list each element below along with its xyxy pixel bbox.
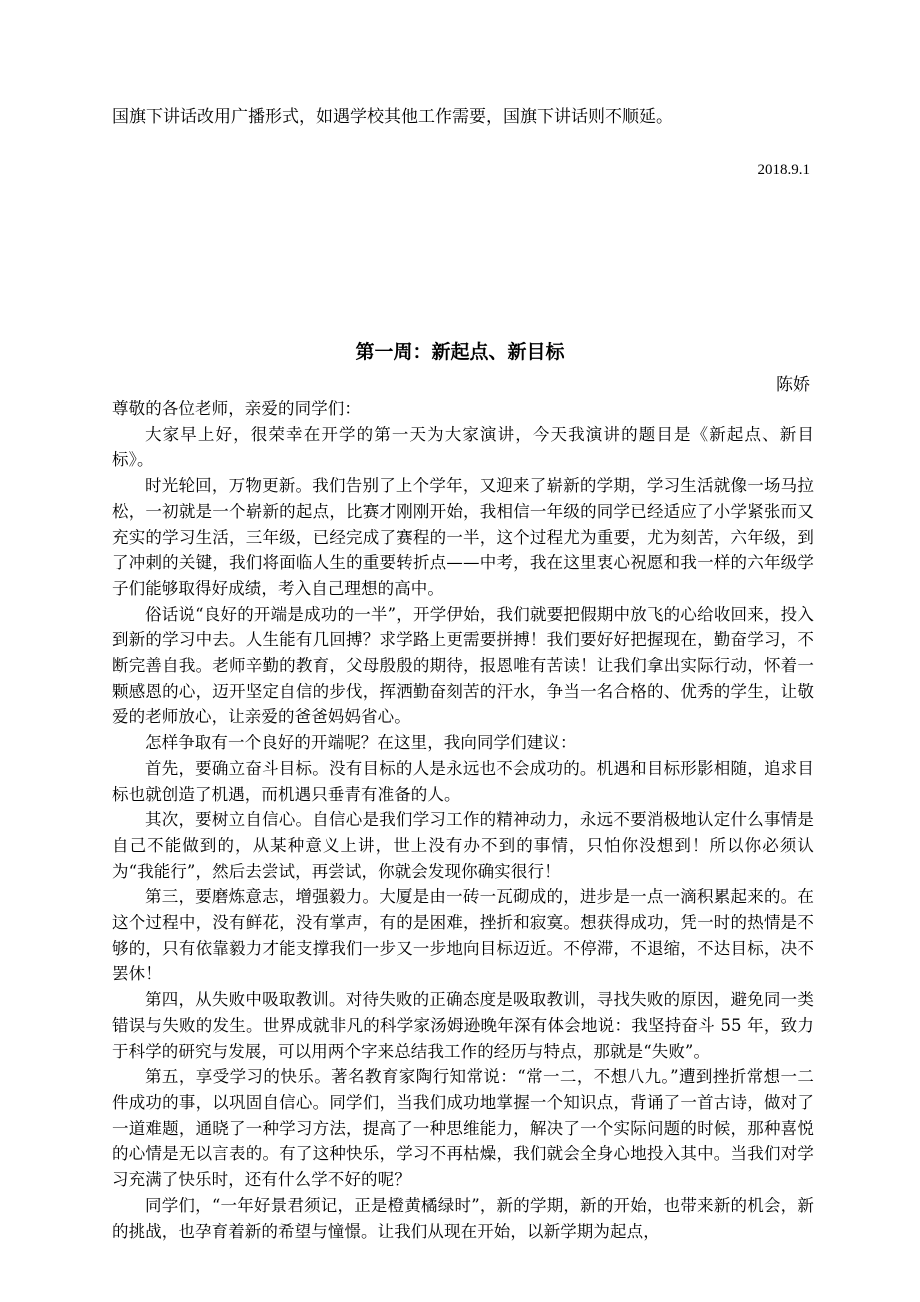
paragraph-suggestions-intro: 怎样争取有一个良好的开端呢？在这里，我向同学们建议： — [145, 733, 577, 753]
speech-salutation: 尊敬的各位老师，亲爱的同学们： — [112, 399, 361, 418]
speech-author: 陈娇 — [776, 375, 810, 395]
paragraph-third-willpower: 第三，要磨炼意志，增强毅力。大厦是由一砖一瓦砌成的，进步是一点一滴积累起来的。在这个过程中，没有鲜花，没有掌声，有的是困难，挫折和寂寞。想获得成功，凭一时的热情是不够的，只有依靠毅力才能支撑我们一步又一步地向目标迈近。不停滞，不退缩，不达目标，决不罢休！ — [112, 887, 814, 984]
paragraph-second-confidence: 其次，要树立自信心。自信心是我们学习工作的精神动力，永远不要消极地认定什么事情是自己不能做到的，从某种意义上讲，世上没有办不到的事情，只怕你没想到！所以你必须认为“我能行”，然后去尝试，再尝试，你就会发现你确实很行！ — [112, 810, 814, 881]
paragraph-good-start: 俗话说“良好的开端是成功的一半”，开学伊始，我们就要把假期中放飞的心给收回来，投入到新的学习中去。人生能有几回搏？求学路上更需要拼搏！我们要好好把握现在，勤奋学习，不断完善自我。老师辛勤的教育，父母殷殷的期待，报恩唯有苦读！让我们拿出实际行动，怀着一颗感恩的心，迈开坚定自信的步伐，挥洒勤奋刻苦的汗水，争当一名合格的、优秀的学生，让敬爱的老师放心，让亲爱的爸爸妈妈省心。 — [112, 604, 814, 727]
previous-section-date: 2018.9.1 — [757, 162, 810, 178]
speech-title: 第一周：新起点、新目标 — [355, 341, 565, 363]
previous-section-tail-text: 国旗下讲话改用广播形式，如遇学校其他工作需要，国旗下讲话则不顺延。 — [112, 107, 673, 127]
paragraph-new-semester: 时光轮回，万物更新。我们告别了上个学年，又迎来了崭新的学期，学习生活就像一场马拉松，一初就是一个崭新的起点，比赛才刚刚开始，我相信一年级的同学已经适应了小学紧张而又充实的学习生活，三年级，已经完成了赛程的一半，这个过程尤为重要，尤为刻苦，六年级，到了冲刺的关键，我们将面临人生的重要转折点——中考，我在这里衷心祝愿和我一样的六年级学子们能够取得好成绩，考入自己理想的高中。 — [112, 476, 814, 598]
paragraph-first-goals: 首先，要确立奋斗目标。没有目标的人是永远也不会成功的。机遇和目标形影相随，追求目标也就创造了机遇，而机遇只垂青有准备的人。 — [112, 758, 814, 804]
paragraph-fifth-joy: 第五，享受学习的快乐。著名教育家陶行知常说：“常一二，不想八九。”遭到挫折常想一二件成功的事，以巩固自信心。同学们，当我们成功地掌握一个知识点，背诵了一首古诗，做对了一道难题，通晓了一种学习方法，提高了一种思维能力，解决了一个实际问题的时候，那种喜悦的心情是无以言表的。有了这种快乐，学习不再枯燥，我们就会全身心地投入其中。当我们对学习充满了快乐时，还有什么学不好的呢？ — [112, 1067, 814, 1190]
paragraph-closing: 同学们，“一年好景君须记，正是橙黄橘绿时”，新的学期，新的开始，也带来新的机会，新的挑战，也孕育着新的希望与憧憬。让我们从现在开始，以新学期为起点， — [112, 1195, 814, 1241]
paragraph-greeting: 大家早上好，很荣幸在开学的第一天为大家演讲，今天我演讲的题目是《新起点、新目标》。 — [112, 424, 814, 470]
paragraph-fourth-failure: 第四，从失败中吸取教训。对待失败的正确态度是吸取教训，寻找失败的原因，避免同一类错误与失败的发生。世界成就非凡的科学家汤姆逊晚年深有体会地说：我坚持奋斗 55 年，致力于科学的研究与发展，可以用两个字来总结我工作的经历与特点，那就是“失败”。 — [112, 990, 814, 1061]
speech-body — [112, 396, 814, 1244]
